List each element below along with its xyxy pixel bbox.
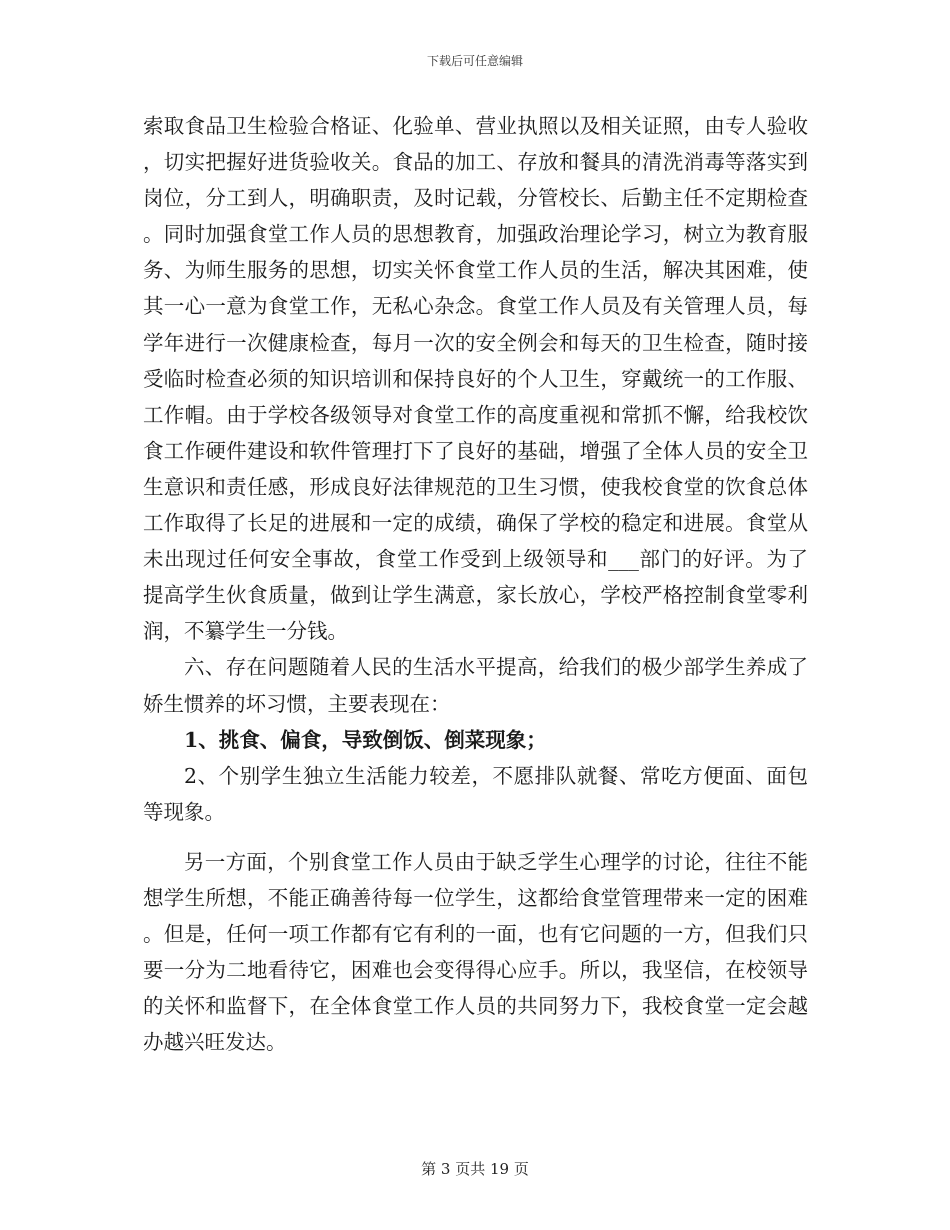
list-item-picky-eating: 1、挑食、偏食，导致倒饭、倒菜现象； bbox=[184, 727, 547, 752]
page-number: 第 3 页共 19 页 bbox=[421, 1160, 529, 1178]
paragraph-canteen-management: 索取食品卫生检验合格证、化验单、营业执照以及相关证照，由专人验收，切实把握好进货验收关。食品的加工、存放和餐具的清洗消毒等落实到岗位，分工到人，明确职责，及时记载，分管校长、后勤主任不定期检查。同时加强食堂工作人员的思想教育，加强政治理论学习，树立为教育服务、为师生服务的思想，切实关怀食堂工作人员的生活，解决其困难，使其一心一意为食堂工作，无私心杂念。食堂工作人员及有关管理人员，每学年进行一次健康检查，每月一次的安全例会和每天的卫生检查，随时接受临时检查必须的知识培训和保持良好的个人卫生，穿戴统一的工作服、工作帽。由于学校各级领导对食堂工作的高度重视和常抓不懈，给我校饮食工作硬件建设和软件管理打下了良好的基础，增强了全体人员的安全卫生意识和责任感，形成良好法律规范的卫生习惯，使我校食堂的饮食总体工作取得了长足的进展和一定的成绩，确保了学校的稳定和进展。食堂从未出现过任何安全事故，食堂工作受到上级领导和___部门的好评。为了提高学生伙食质量，做到让学生满意，家长放心，学校严格控制食堂零利润，不纂学生一分钱。 bbox=[143, 114, 808, 644]
document-body bbox=[143, 108, 808, 1060]
paragraph-conclusion: 另一方面，个别食堂工作人员由于缺乏学生心理学的讨论，往往不能想学生所想，不能正确善待每一位学生，这都给食堂管理带来一定的困难。但是，任何一项工作都有它有利的一面，也有它问题的一方，但我们只要一分为二地看待它，困难也会变得得心应手。所以，我坚信，在校领导的关怀和监督下，在全体食堂工作人员的共同努力下，我校食堂一定会越办越兴旺发达。 bbox=[143, 849, 808, 1055]
page-header: 下载后可任意编辑 bbox=[426, 54, 523, 68]
paragraph-existing-problems: 六、存在问题随着人民的生活水平提高，给我们的极少部学生养成了娇生惯养的坏习惯，主要表现在： bbox=[143, 655, 808, 716]
list-item-independence: 2、个别学生独立生活能力较差，不愿排队就餐、常吃方便面、面包等现象。 bbox=[143, 763, 808, 824]
